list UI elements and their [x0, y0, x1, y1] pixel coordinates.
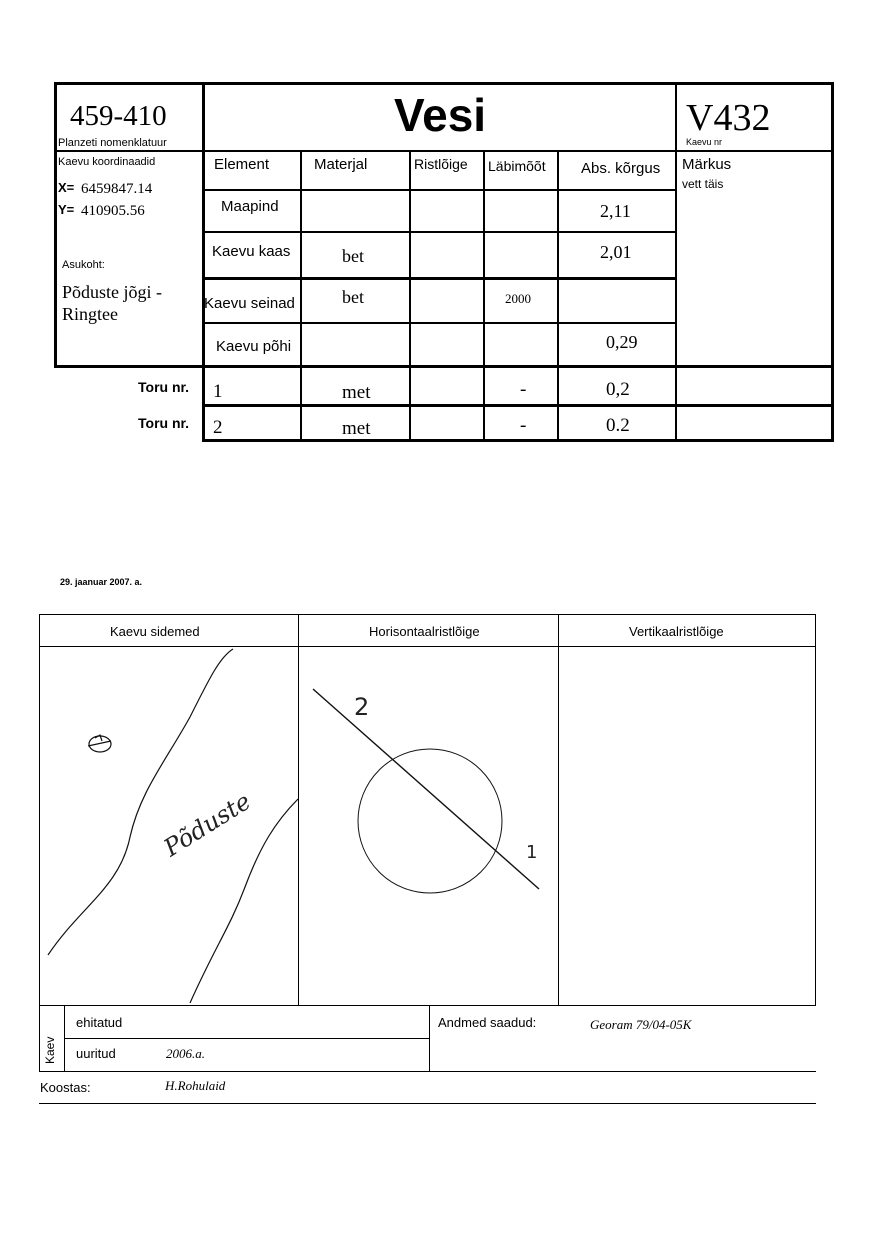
- compiled-value: H.Rohulaid: [165, 1078, 226, 1093]
- row-element: Kaevu põhi: [216, 338, 292, 355]
- x-label: X=: [58, 180, 75, 195]
- document-date: 29. jaanuar 2007. a.: [60, 577, 143, 587]
- col-abs-height: Abs. kõrgus: [581, 160, 661, 177]
- row-abs-height: 2,01: [600, 242, 632, 262]
- data-source-label: Andmed saadud:: [438, 1015, 537, 1030]
- well-number-label: Kaevu nr: [686, 137, 723, 147]
- pipe-abs-height: 0,2: [606, 379, 630, 400]
- footer-side-label: Kaev: [43, 1036, 57, 1064]
- connections-sketch: [40, 647, 298, 1005]
- river-name-handwritten: Põduste: [158, 787, 256, 863]
- surveyed-label: uuritud: [76, 1046, 116, 1061]
- pipe-abs-height: 0.2: [606, 415, 630, 436]
- col-cross-section: Ristlõige: [414, 156, 468, 172]
- row-element: Maapind: [221, 198, 279, 215]
- row-element: Kaevu seinad: [204, 295, 295, 312]
- pipe-line: [313, 689, 539, 889]
- horizontal-section-sketch: [299, 647, 557, 1005]
- pipe-material: met: [342, 418, 371, 439]
- sketch-col-horizontal: Horisontaalristlõige: [369, 624, 480, 639]
- pipe-label: Toru nr.: [138, 415, 190, 431]
- built-label: ehitatud: [76, 1015, 123, 1030]
- location-label: Asukoht:: [62, 259, 105, 271]
- pipe-material: met: [342, 382, 371, 403]
- x-value: 6459847.14: [81, 181, 153, 197]
- row-element: Kaevu kaas: [212, 243, 291, 260]
- pipe-label: Toru nr.: [138, 379, 190, 395]
- location-line2: Ringtee: [62, 304, 118, 324]
- pipe-label-2-handwritten: 2: [354, 693, 370, 721]
- col-diameter: Läbimõõt: [488, 158, 546, 174]
- row-material: bet: [342, 287, 364, 307]
- pipe-diameter: -: [520, 379, 527, 400]
- y-label: Y=: [58, 202, 75, 217]
- surveyed-value: 2006.a.: [166, 1046, 205, 1061]
- col-element: Element: [214, 156, 270, 173]
- nomenclature-label: Planzeti nomenklatuur: [58, 137, 167, 149]
- north-arrow-icon: [88, 735, 111, 752]
- sketch-col-connections: Kaevu sidemed: [110, 624, 200, 639]
- location-line1: Põduste jõgi -: [62, 282, 163, 302]
- pipe-diameter: -: [520, 415, 527, 436]
- page-title: Vesi: [394, 89, 487, 141]
- river-bank-line: [48, 649, 233, 955]
- row-abs-height: 0,29: [606, 332, 638, 352]
- well-number: V432: [686, 97, 771, 139]
- col-remark: Märkus: [682, 156, 732, 173]
- nomenclature-value: 459-410: [70, 100, 167, 132]
- coordinates-label: Kaevu koordinaadid: [58, 156, 156, 168]
- sketch-col-vertical: Vertikaalristlõige: [629, 624, 724, 639]
- compiled-label: Koostas:: [40, 1080, 91, 1095]
- data-source-value: Georam 79/04-05K: [590, 1017, 692, 1032]
- col-material: Materjal: [314, 156, 368, 173]
- row-abs-height: 2,11: [600, 201, 631, 221]
- y-value: 410905.56: [81, 203, 145, 219]
- well-circle: [358, 749, 502, 893]
- row-diameter: 2000: [505, 291, 531, 306]
- remark-value: vett täis: [682, 177, 724, 191]
- row-material: bet: [342, 246, 364, 266]
- pipe-label-1-handwritten: 1: [526, 842, 538, 863]
- pipe-number: 1: [213, 381, 223, 402]
- pipe-number: 2: [213, 417, 223, 438]
